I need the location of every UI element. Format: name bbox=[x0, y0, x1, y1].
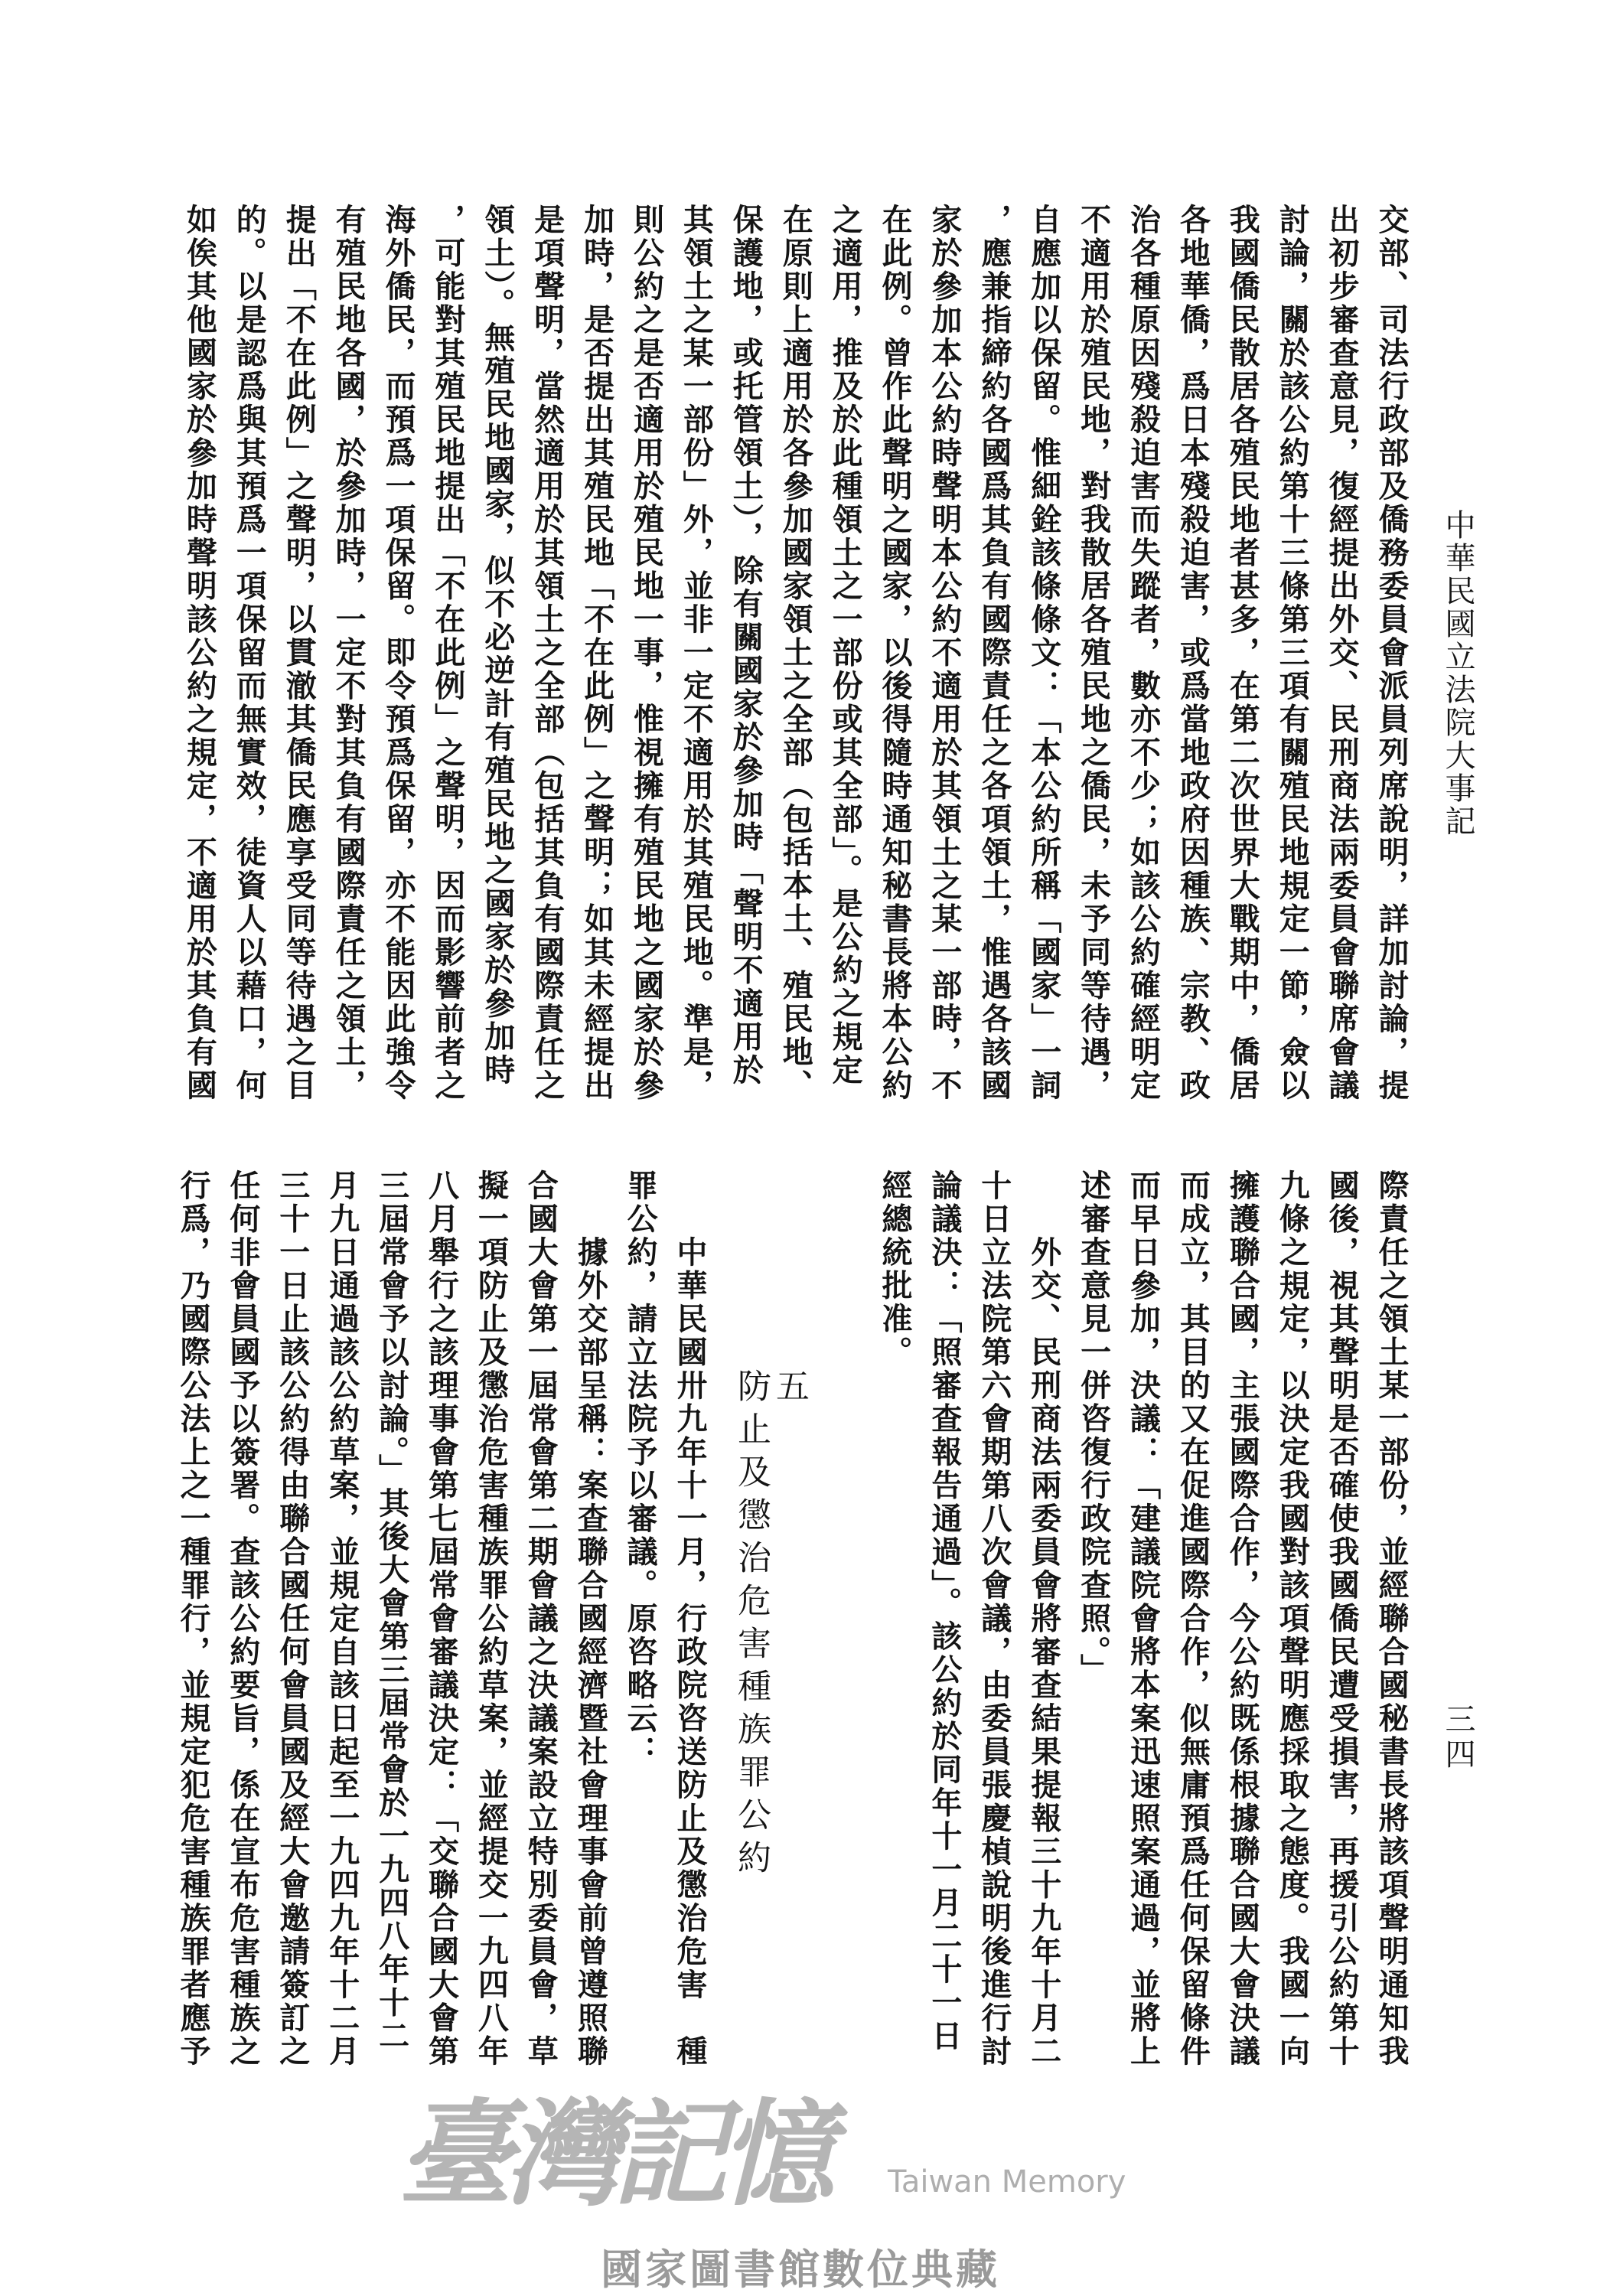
text-column: 自應加以保留。惟細銓該條條文：「本公約所稱「國家」一詞 bbox=[1025, 204, 1062, 1103]
text-column: 交部、司法行政部及僑務委員會派員列席說明，詳加討論，提 bbox=[1374, 204, 1410, 1103]
text-column: 而早日參加，決議：「建議院會將本案迅速照案通過，並將上 bbox=[1125, 1169, 1162, 2069]
text-column: 家於參加本公約時聲明本公約不適用於其領土之某一部時，不 bbox=[926, 204, 963, 1103]
text-column: 述審查意見一併咨復行政院查照。」 bbox=[1075, 1169, 1112, 1687]
text-column: 國後，視其聲明是否確使我國僑民遭受損害，再援引公約第十 bbox=[1324, 1169, 1361, 2069]
text-column: 則公約之是否適用於殖民地一事，惟視擁有殖民地之國家於參 bbox=[628, 204, 665, 1103]
text-column: 提出「不在此例」之聲明，以貫澈其僑民應享受同等待遇之目 bbox=[281, 204, 318, 1103]
text-column: 海外僑民，而預爲一項保留。即令預爲保留，亦不能因此強令 bbox=[380, 204, 416, 1103]
text-column: 經總統批准。 bbox=[877, 1169, 913, 1369]
text-column: 合國大會第一屆常會第二期會議之決議案設立特別委員會，草 bbox=[523, 1169, 559, 2069]
text-column: 際責任之領土某一部份，並經聯合國秘書長將該項聲明通知我 bbox=[1374, 1169, 1410, 2069]
text-column: 我國僑民散居各殖民地者甚多，在第二次世界大戰期中，僑居 bbox=[1224, 204, 1261, 1103]
text-column: 出初步審查意見，復經提出外交、民刑商法兩委員會聯席會議 bbox=[1324, 204, 1361, 1103]
text-column: 是項聲明，當然適用於其領土之全部（包括其負有國際責任之 bbox=[529, 204, 566, 1103]
section-title-text: 防止及懲治危害種族罪公約 bbox=[732, 1368, 771, 1883]
text-column: 八月舉行之該理事會第七屆常會審議決定：「交聯合國大會第 bbox=[423, 1169, 460, 2069]
text-column: 中華民國卅九年十一月，行政院咨送防止及懲治危害 種 bbox=[672, 1236, 708, 2069]
text-column: 論議決：「照審查報告通過」。該公約於同年十一月二十一日 bbox=[926, 1169, 963, 2053]
running-header: 中華民國立法院大事記 bbox=[1440, 509, 1475, 838]
text-column: 之適用，推及於此種領土之一部份或其全部」。是公約之規定 bbox=[827, 204, 864, 1088]
text-column: 據外交部呈稱：案查聯合國經濟暨社會理事會前曾遵照聯 bbox=[572, 1236, 609, 2069]
text-column: 的。以是認爲與其預爲一項保留而無實效，徒資人以藉口，何 bbox=[231, 204, 268, 1103]
text-column: 罪公約，請立法院予以審議。原咨略云： bbox=[622, 1169, 659, 1769]
text-column: 九條之規定，以決定我國對該項聲明應採取之態度。我國一向 bbox=[1274, 1169, 1311, 2069]
text-column: 在原則上適用於各參加國家領土之全部（包括本土、殖民地、 bbox=[777, 204, 814, 1103]
text-column: 加時，是否提出其殖民地「不在此例」之聲明；如其未經提出 bbox=[579, 204, 615, 1103]
text-column: 擁護聯合國，主張國際合作，今公約既係根據聯合國大會決議 bbox=[1224, 1169, 1261, 2069]
text-column: 治各種原因殘殺迫害而失蹤者，數亦不少；如該公約確經明定 bbox=[1125, 204, 1162, 1103]
text-column: 其領土之某一部份」外，並非一定不適用於其殖民地。準是， bbox=[678, 204, 715, 1103]
text-column: 保護地，或托管領土），除有關國家於參加時「聲明不適用於 bbox=[728, 204, 764, 1088]
section-heading bbox=[732, 1368, 809, 1883]
text-column: 十日立法院第六會期第八次會議，由委員張慶楨說明後進行討 bbox=[976, 1169, 1012, 2069]
watermark-subtitle: Taiwan Memory bbox=[888, 2164, 1126, 2200]
text-column: ，應兼指締約各國爲其負有國際責任之各項領土，惟遇各該國 bbox=[976, 204, 1012, 1103]
text-column: 各地華僑，爲日本殘殺迫害，或爲當地政府因種族、宗教、政 bbox=[1175, 204, 1211, 1103]
text-column: 領土）。無殖民地國家，似不必逆計有殖民地之國家於參加時 bbox=[479, 204, 516, 1088]
text-column: 不適用於殖民地，對我散居各殖民地之僑民，未予同等待遇， bbox=[1075, 204, 1112, 1103]
text-column: 三屆常會予以討論。」其後大會第三屆常會於一九四八年十二 bbox=[373, 1169, 410, 2053]
text-column: 在此例。曾作此聲明之國家，以後得隨時通知秘書長將本公約 bbox=[877, 204, 913, 1103]
page-number: 三四 bbox=[1440, 1703, 1475, 1773]
section-number: 五 bbox=[770, 1368, 809, 1402]
text-column: 討論，關於該公約第十三條第三項有關殖民地規定一節，僉以 bbox=[1274, 204, 1311, 1103]
taiwan-memory-watermark bbox=[398, 2087, 1240, 2222]
text-column: 任何非會員國予以簽署。查該公約要旨，係在宣布危害種族之 bbox=[224, 1169, 261, 2069]
text-column: 如俟其他國家於參加時聲明該公約之規定，不適用於其負有國 bbox=[181, 204, 218, 1103]
library-footer: 國家圖書館數位典藏 bbox=[601, 2245, 1000, 2294]
text-column: 外交、民刑商法兩委員會將審查結果提報三十九年十月二 bbox=[1025, 1236, 1062, 2069]
text-column: 三十一日止該公約得由聯合國任何會員國及經大會邀請簽訂之 bbox=[274, 1169, 311, 2069]
text-column: 有殖民地各國，於參加時，一定不對其負有國際責任之領土， bbox=[331, 204, 367, 1103]
text-column: 擬一項防止及懲治危害種族罪公約草案，並經提交一九四八年 bbox=[473, 1169, 510, 2069]
text-column: 行爲，乃國際公法上之一種罪行，並規定犯危害種族罪者應予 bbox=[175, 1169, 211, 2069]
text-column: 而成立，其目的又在促進國際合作，似無庸預爲任何保留條件 bbox=[1175, 1169, 1211, 2069]
text-column: ，可能對其殖民地提出「不在此例」之聲明，因而影響前者之 bbox=[429, 204, 466, 1103]
watermark-logo-text: 臺灣記憶 bbox=[398, 2087, 827, 2222]
text-column: 月九日通過該公約草案，並規定自該日起至一九四九年十二月 bbox=[324, 1169, 360, 2069]
